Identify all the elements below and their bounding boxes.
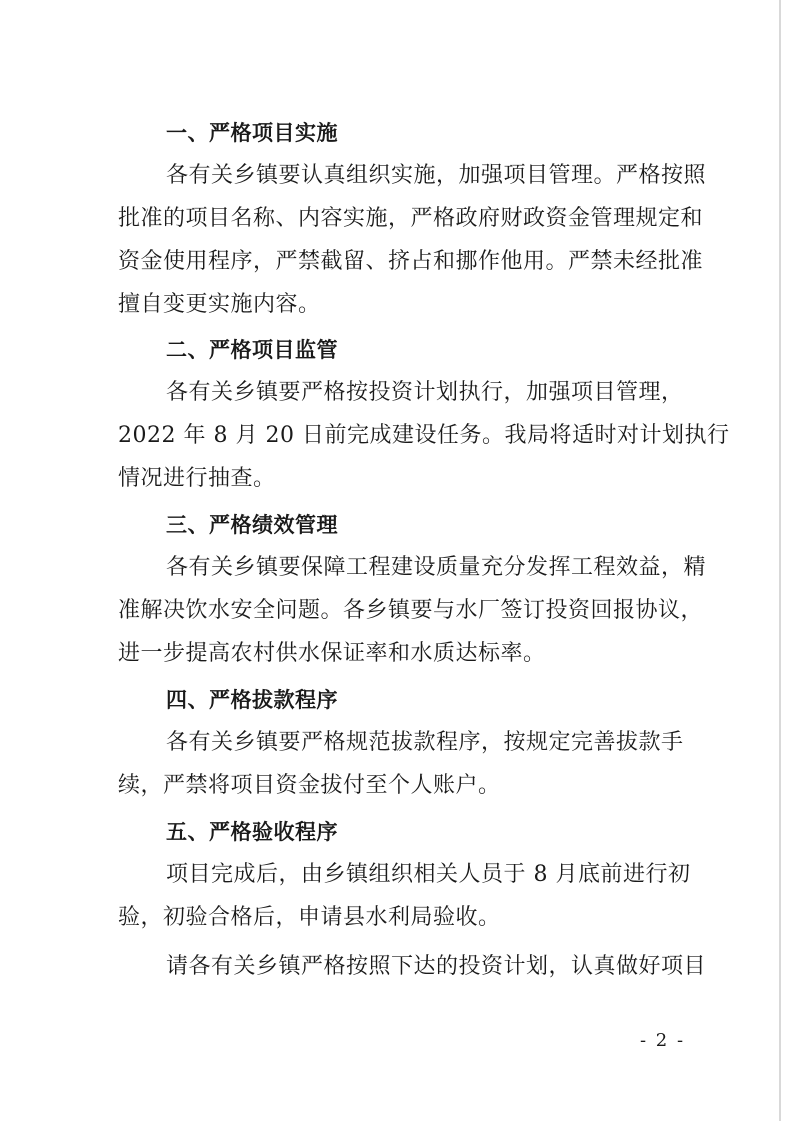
section-2-heading: 二、严格项目监管 [166, 338, 338, 362]
section-2-line-1: 各有关乡镇要严格按投资计划执行，加强项目管理， [166, 380, 684, 405]
section-3-heading: 三、严格绩效管理 [166, 513, 338, 537]
page-number: - 2 - [640, 1030, 686, 1051]
section-1-line-3: 资金使用程序，严禁截留、挤占和挪作他用。严禁未经批准 [118, 249, 704, 274]
section-3-line-2: 准解决饮水安全问题。各乡镇要与水厂签订投资回报协议， [118, 598, 704, 623]
section-1-line-1: 各有关乡镇要认真组织实施，加强项目管理。严格按照 [166, 163, 707, 188]
section-5-heading: 五、严格验收程序 [166, 820, 338, 844]
section-4-line-1: 各有关乡镇要严格规范拔款程序，按规定完善拔款手 [166, 730, 684, 755]
section-5-line-2: 验，初验合格后，申请县水利局验收。 [118, 905, 501, 930]
section-1-heading: 一、严格项目实施 [166, 121, 338, 145]
section-4-heading: 四、严格拔款程序 [166, 688, 338, 712]
closing-line: 请各有关乡镇严格按照下达的投资计划，认真做好项目 [166, 954, 707, 979]
section-1-line-2: 批准的项目名称、内容实施，严格政府财政资金管理规定和 [118, 206, 704, 231]
section-3-line-3: 进一步提高农村供水保证率和水质达标率。 [118, 641, 546, 666]
section-2-line-2: 2022 年 8 月 20 日前完成建设任务。我局将适时对计划执行 [118, 423, 730, 448]
section-1-line-4: 擅自变更实施内容。 [118, 292, 321, 317]
section-4-line-2: 续，严禁将项目资金拔付至个人账户。 [118, 773, 501, 798]
section-5-line-1: 项目完成后，由乡镇组织相关人员于 8 月底前进行初 [166, 862, 691, 887]
section-3-line-1: 各有关乡镇要保障工程建设质量充分发挥工程效益，精 [166, 555, 707, 580]
section-2-line-3: 情况进行抽查。 [118, 466, 276, 491]
